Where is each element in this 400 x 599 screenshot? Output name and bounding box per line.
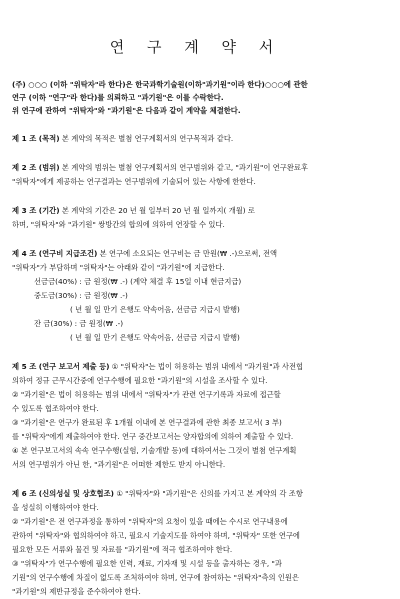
article-text: 본 계약의 기간은 20 년 월 일부터 20 년 월 일까지( 개월) 로 — [59, 206, 255, 215]
article-6 — [12, 487, 380, 599]
article-1 — [12, 132, 380, 146]
article-5 — [12, 360, 380, 472]
payment-line: 선금금(40%) : 금 원정(₩ .-) (계약 체결 후 15일 이내 현금지급) — [34, 277, 242, 286]
article-text: ① "위탁자"는 법이 허용하는 범위 내에서 "과기원"과 사전협 — [109, 362, 304, 371]
article-text: 본 계약의 목적은 별첨 연구계획서의 연구목적과 같다. — [59, 134, 234, 143]
payment-note: ( 년 월 일 만기 은행도 약속어음, 선금금 지급시 발행) — [70, 333, 240, 342]
article-text: ① "위탁자"와 "과기원"은 신의를 가지고 본 계약의 각 조항 — [114, 489, 303, 498]
article-text: 필요한 모든 서류와 물건 및 자료를 "과기원"에 적극 협조하여야 한다. — [12, 545, 233, 554]
document-title: 연 구 계 약 서 — [109, 38, 283, 56]
article-text: ② "과기원"은 전 연구과정을 통하여 "위탁자"의 요청이 있을 때에는 수시로 연구내용에 — [12, 517, 288, 526]
article-text: "위탁자"에게 제공하는 연구결과는 연구범위에 기술되어 있는 사항에 한한다. — [12, 177, 256, 186]
preamble — [12, 78, 380, 117]
article-text: "과기원"의 제반규정을 준수하여야 한다. — [12, 587, 141, 596]
payment-line: 잔 금(30%) : 금 원정(₩ .-) — [34, 319, 124, 328]
preamble-line: 연구 (이하 "연구"라 한다)를 의뢰하고 "과기원"은 이를 수락한다. — [12, 93, 224, 102]
article-text: 본 계약의 범위는 별첨 연구계획서의 연구범위와 같고, "과기원"이 연구완료후 — [59, 163, 308, 172]
article-text: 기원"의 연구수행에 차질이 없도록 조처하여야 하며, 연구에 참여하는 "위탁자"측의 인원은 — [12, 573, 300, 582]
payment-note: ( 년 월 일 만기 은행도 약속어음, 선금금 지급시 발행) — [70, 305, 240, 314]
article-3 — [12, 204, 380, 232]
article-text: ④ 본 연구보고서의 속속 연구수행(실험, 기술개발 등)에 대하여서는 그것이 별첨 연구계획 — [12, 446, 297, 455]
article-2 — [12, 161, 380, 189]
article-text: "위탁자"가 부담하며 "위탁자"는 아래와 같이 "과기원"에 지급한다. — [12, 263, 225, 272]
article-text: 의하여 정규 근무시간중에 연구수행에 필요한 "과기원"의 시설을 조사할 수 있다. — [12, 376, 268, 385]
article-heading: 제 5 조 (연구 보고서 제출 등) — [12, 362, 110, 371]
preamble-line: 위 연구에 관하여 "위탁자"와 "과기원"은 다음과 같이 계약을 체결한다. — [12, 106, 241, 115]
article-text: 을 성실히 이행하여야 한다. — [12, 503, 99, 512]
article-heading: 제 1 조 (목적) — [12, 134, 60, 143]
article-heading: 제 4 조 (연구비 지급조건) — [12, 249, 98, 258]
article-heading: 제 3 조 (기간) — [12, 206, 60, 215]
article-text: 본 연구에 소요되는 연구비는 금 만원(₩ .-)으로써, 전액 — [97, 249, 278, 258]
article-text: 관하여 "위탁자"와 협의하여야 하고, 필요시 기술지도를 하여야 하며, "위탁자" 또한 연구에 — [12, 531, 300, 540]
article-text: 를 "위탁자"에게 제출하여야 한다. 연구 중간보고서는 양자합의에 의하여 제출할 수 있다. — [12, 432, 294, 441]
preamble-line: (주) ○○○ (이하 "위탁자"라 한다)은 한국과학기술원(이하"과기원"이라 한다)○○○에 관한 — [12, 80, 308, 89]
article-text: 서의 연구범위가 아닌 한, "과기원"은 어떠한 제한도 받지 아니한다. — [12, 460, 226, 469]
article-text: 하며, "위탁자"와 "과기원" 쌍방간의 합의에 의하여 연장할 수 있다. — [12, 220, 225, 229]
article-heading: 제 6 조 (신의성실 및 상호협조) — [12, 489, 114, 498]
article-heading: 제 2 조 (범위) — [12, 163, 60, 172]
article-4 — [12, 247, 380, 345]
article-text: 수 있도록 협조하여야 한다. — [12, 404, 99, 413]
payment-line: 중도금(30%) : 금 원정(₩ .-) — [34, 291, 128, 300]
article-text: ② "과기원"은 법이 허용하는 범위 내에서 "위탁자"가 관련 연구기록과 자료에 접근할 — [12, 390, 281, 399]
article-text: ③ "위탁자"가 연구수행에 필요한 인력, 재료, 기자재 및 시설 등을 출자하는 경우, "과 — [12, 559, 282, 568]
article-text: ③ "과기원"은 연구가 완료된 후 1개월 이내에 본 연구결과에 관한 최종 보고서( 3 부) — [12, 418, 282, 427]
